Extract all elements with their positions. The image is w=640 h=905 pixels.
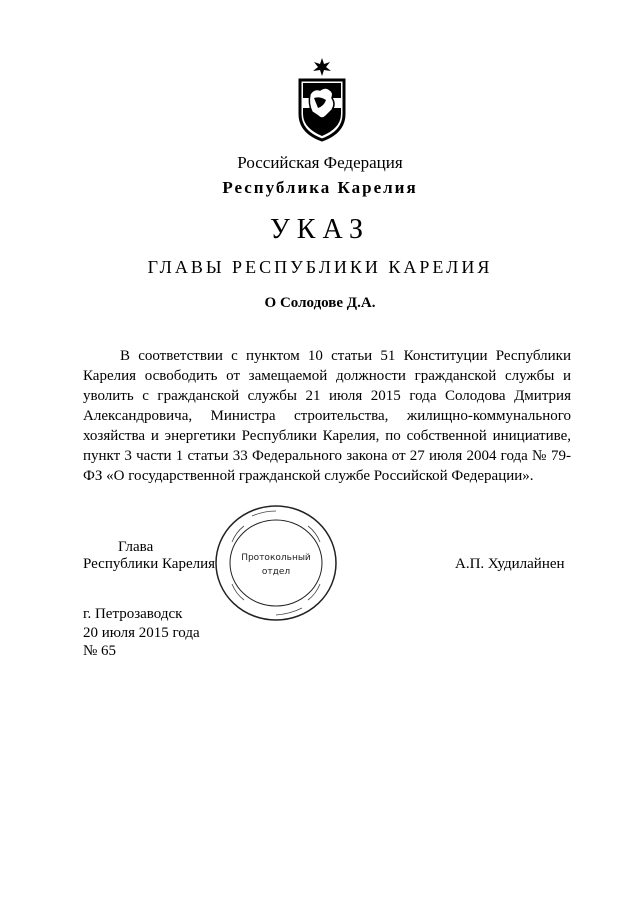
republic-name: Республика Карелия xyxy=(222,178,418,197)
karelia-coat-of-arms-icon xyxy=(296,58,348,142)
official-stamp xyxy=(212,502,340,624)
document-subject: О Солодове Д.А. xyxy=(264,295,376,311)
issue-place: г. Петрозаводск xyxy=(83,606,183,622)
stamp-center-line1: Протокольный xyxy=(241,553,311,563)
stamp-center-line2: отдел xyxy=(261,567,291,577)
signatory-title-line2: Республики Карелия xyxy=(83,556,216,572)
signatory-title-line1: Глава xyxy=(118,539,154,555)
issue-date: 20 июля 2015 года xyxy=(83,625,200,641)
signatory-name: А.П. Худилайнен xyxy=(455,556,565,572)
document-number: № 65 xyxy=(83,643,117,659)
issuer-title: ГЛАВЫ РЕСПУБЛИКИ КАРЕЛИЯ xyxy=(147,257,493,277)
country-name: Российская Федерация xyxy=(237,153,403,172)
document-type: УКАЗ xyxy=(269,214,371,245)
decree-body-paragraph: В соответствии с пунктом 10 статьи 51 Конституции Республики Карелия освободить от замещаемой должности гражданской службы и уволить с гражданской службы 21 июля 2015 года Солодова Дмитрия Александровича, Министра строительства, жилищно-коммунального хозяйства и энергетики Республики Карелия, по собственной инициативе, пункт 3 части 1 статьи 33 Федерального закона от 27 июля 2004 года № 79-ФЗ «О государственной гражданской службе Российской Федерации». xyxy=(83,348,571,484)
